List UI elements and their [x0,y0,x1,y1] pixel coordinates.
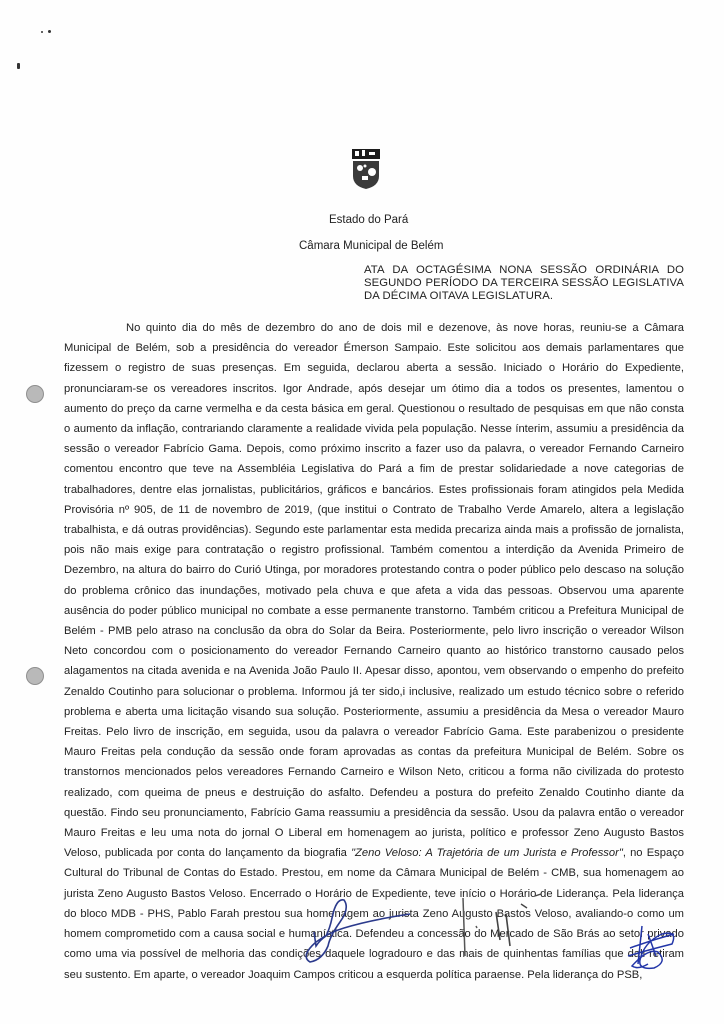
state-name: Estado do Pará [329,214,409,226]
hole-punch-mark [26,385,44,403]
scan-speck [41,31,43,33]
document-title: ATA DA OCTAGÉSIMA NONA SESSÃO ORDINÁRIA DO SEGUNDO PERÍODO DA TERCEIRA SESSÃO LEGISLATIVA DA DÉCIMA OITAVA LEGISLATURA. [364,264,684,302]
coat-of-arms-icon [350,148,382,190]
signature-2 [455,890,595,970]
minutes-body [64,318,684,985]
signature-3 [618,920,688,980]
minutes-paragraph [64,318,684,985]
scan-speck [48,30,51,33]
scan-speck [17,63,20,69]
institution-name: Câmara Municipal de Belém [299,240,444,252]
body-text-part-1: No quinto dia do mês de dezembro do ano de dois mil e dezenove, às nove horas, reuniu-se a Câmara Municipal de Belém, sob a presidência do vereador Émerson Sampaio. Este solicitou aos demais parlamentares que fizessem o registro de suas presenças. Em seguida, declarou aberta a sessão. Iniciado o Horário do Expediente, pronunciaram-se os vereadores inscritos. Igor Andrade, após desejar um ótimo dia a todos os presentes, lamentou o aumento do preço da carne vermelha e da cesta básica em geral. Questionou o resultado de pesquisas em que não consta o aumento da inflação, contrariando claramente a realidade vivida pela população. Nesse ínterim, assumiu a presidência da sessão o vereador Fabrício Gama. Depois, como próximo inscrito a fazer uso da palavra, o vereador Fernando Carneiro comentou encontro que teve na Assembléia Legislativa do Pará a fim de prestar solidariedade a nove categorias de trabalhadores, dentre elas jornalistas, publicitários, gráficos e bancários. Estes profissionais foram atingidos pela Medida Provisória nº 905, de 11 de novembro de 2019, (que institui o Contrato de Trabalho Verde Amarelo, altera a legislação trabalhista, e dá outras providências). Segundo este parlamentar esta medida precariza ainda mais a profissão de jornalista, pois não mais exige para contratação o registro profissional. Também comentou a interdição da Avenida Primeiro de Dezembro, na altura do bairro do Curió Utinga, por moradores protestando contra o poder público pelo descaso na solução do problema crônico das inundações, motivado pela chuva e que afeta a vida das pessoas. Observou uma aparente ausência do poder público municipal no combate a esse permanente transtorno. Também criticou a Prefeitura Municipal de Belém - PMB pelo atraso na conclusão da obra do Solar da Beira. Posteriormente, pelo livro inscrição o vereador Wilson Neto concordou com o posicionamento do vereador Fernando Carneiro quanto ao histórico transtorno causado pelos alagamentos na citada avenida e na Avenida João Paulo II. Apesar disso, apontou, vem observando o empenho do prefeito Zenaldo Coutinho para solucionar o problema. Informou já ter sido,i inclusive, realizado um estudo técnico sobre o referido problema e aberta uma licitação visando sua solução. Posteriormente, assumiu a presidência da Mesa o vereador Mauro Freitas. Pelo livro de inscrição, em seguida, usou da palavra o vereador Fabrício Gama. Este parabenizou o presidente Mauro Freitas pela condução da sessão onde foram aprovadas as contas da prefeitura Municipal de Belém. Sobre os transtornos mencionados pelos vereadores Fernando Carneiro e Wilson Neto, criticou a forma não civilizada do protesto realizado, com queima de pneus e destruição do asfalto. Defendeu a postura do prefeito Zenaldo Coutinho diante da questão. Findo seu pronunciamento, Fabrício Gama reassumiu a presidência da sessão. Usou da palavra então o vereador Mauro Freitas e leu uma nota do jornal O Liberal em homenagem ao jurista, político e professor Zeno Augusto Bastos Veloso, publicada por conta do lançamento da biografia [64,322,684,860]
hole-punch-mark [26,667,44,685]
body-text-part-2: , no Espaço Cultural do Tribunal de Contas do Estado. Prestou, em nome da Câmara Municipal de Belém - CMB, sua homenagem ao jurista Zeno Augusto Bastos Veloso. Encerrado o Horário de Expediente, teve início o Horário de Liderança. Pela liderança do bloco MDB - PHS, Pablo Farah prestou sua homenagem ao jurista Zeno Augusto Bastos Veloso, avaliando-o como um homem comprometido com a causa social e humanística. Defendeu a concessão do Mercado de São Brás ao setor privado como uma via possível de melhoria das condições daquele logradouro e das mais de quinhentas famílias que dali retiram seu sustento. Em aparte, o vereador Joaquim Campos criticou a esquerda política paraense. Pela liderança do PSB, [64,847,685,981]
book-title: "Zeno Veloso: A Trajetória de um Jurista e Professor" [351,847,623,860]
signature-1 [300,890,440,970]
